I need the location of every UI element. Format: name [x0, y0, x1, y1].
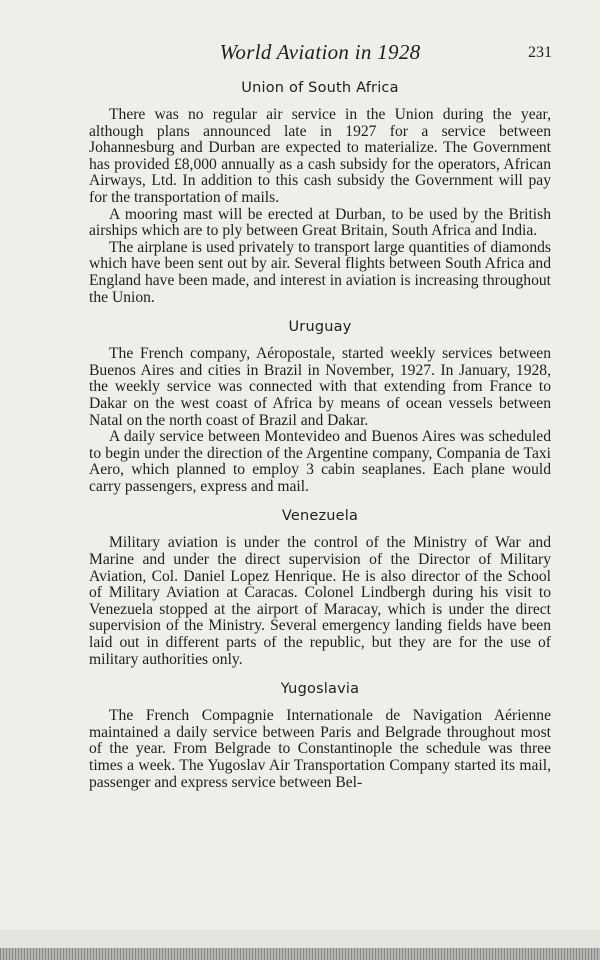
- section-heading: Yugoslavia: [280, 681, 360, 698]
- section-heading: Uruguay: [288, 319, 352, 336]
- paragraph: There was no regular air service in the Union during the year, although plans announced late in 1927 for a service between Johannesburg and Durban are expected to materialize. The Government has provided £8,000 annually as a cash subsidy for the operators, African Airways, Ltd. In addition to this cash subsidy the Government will pay for the transportation of mails.: [89, 106, 551, 206]
- section-heading: Venezuela: [281, 508, 359, 525]
- section-yugoslavia: [89, 679, 551, 791]
- paragraph: A mooring mast will be erected at Durban, to be used by the British airships which are to ply between Great Britain, South Africa and India.: [89, 205, 551, 240]
- section-heading: Union of South Africa: [241, 80, 399, 96]
- running-title: World Aviation in 1928: [219, 40, 421, 64]
- page-content: [89, 78, 551, 802]
- running-head: [88, 40, 552, 68]
- paragraph: The airplane is used privately to transport large quantities of diamonds which have been sent out by air. Several flights between South Africa and England have been made, and interest in aviation is increasing throughout the Union.: [89, 238, 551, 306]
- scan-edge: [0, 930, 600, 960]
- page-number: 231: [528, 44, 552, 61]
- section-uruguay: [89, 317, 551, 495]
- paragraph: The French company, Aéropostale, started weekly services between Buenos Aires and cities in Brazil in November, 1927. In January, 1928, the weekly service was connected with that extending from France to Dakar on the west coast of Africa by means of ocean vessels between Natal on the north coast of Brazil and Dakar.: [89, 345, 551, 429]
- section-venezuela: [89, 506, 551, 668]
- paragraph: Military aviation is under the control of the Ministry of War and Marine and under the direct supervision of the Director of Military Aviation, Col. Daniel Lopez Henrique. He is also director of the School of Military Aviation at Caracas. Colonel Lindbergh during his visit to Venezuela stopped at the airport of Maracay, which is under the direct supervision of the Ministry. Several emergency landing fields have been laid out in different parts of the republic, but they are for the use of military authorities only.: [89, 534, 551, 668]
- paragraph: The French Compagnie Internationale de Navigation Aérienne maintained a daily service between Paris and Belgrade throughout most of the year. From Belgrade to Constantinople the schedule was three times a week. The Yugoslav Air Transportation Company started its mail, passenger and express service between Bel-: [89, 707, 551, 791]
- paragraph: A daily service between Montevideo and Buenos Aires was scheduled to begin under the direction of the Argentine company, Compania de Taxi Aero, which planned to employ 3 cabin seaplanes. Each plane would carry passengers, express and mail.: [89, 428, 551, 495]
- scan-edge-bar: [0, 948, 600, 960]
- section-union-of-south-africa: [89, 78, 551, 306]
